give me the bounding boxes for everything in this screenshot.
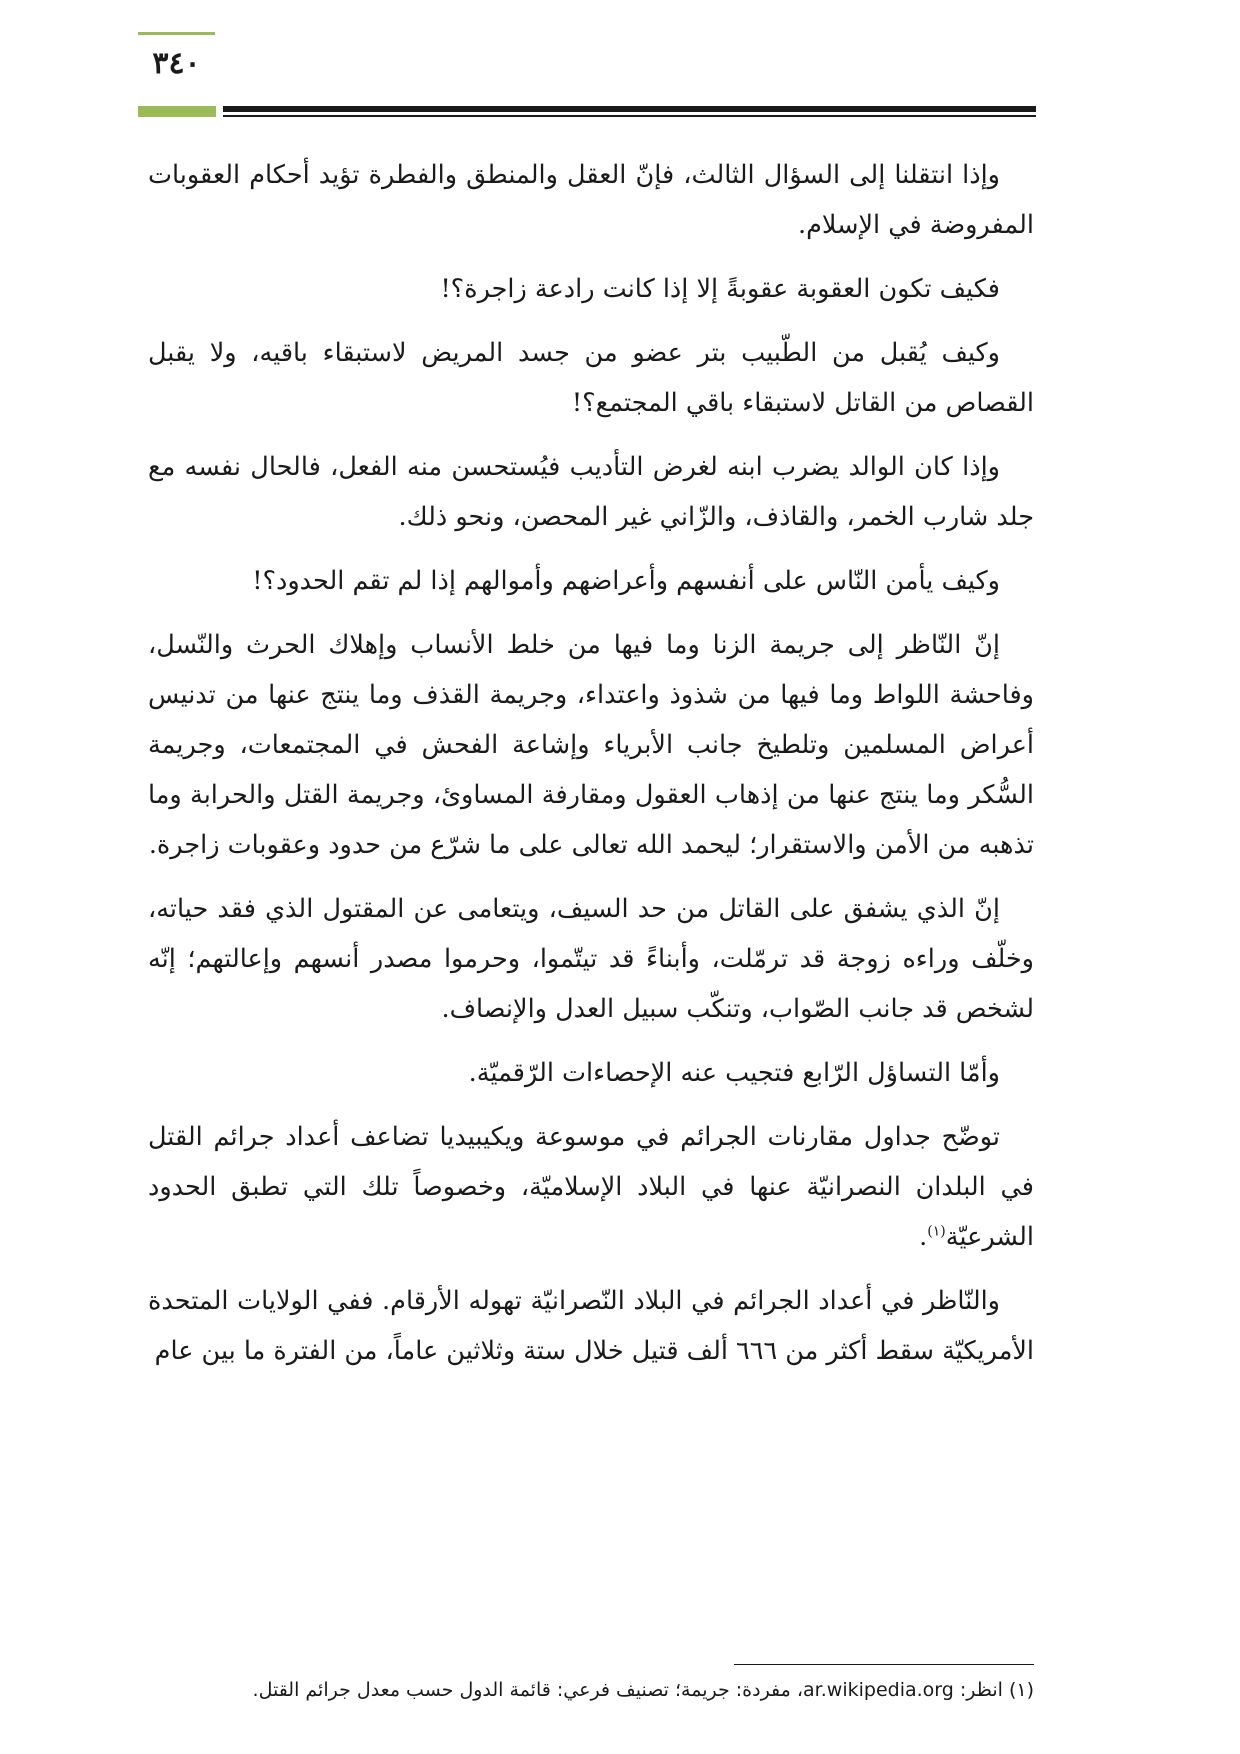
paragraph: وكيف يأمن النّاس على أنفسهم وأعراضهم وأموالهم إذا لم تقم الحدود؟! xyxy=(252,566,1000,596)
paragraph: فكيف تكون العقوبة عقوبةً إلا إذا كانت رادعة زاجرة؟! xyxy=(440,274,1000,304)
paragraph: إنّ النّاظر إلى جريمة الزنا وما فيها من خلط الأنساب وإهلاك الحرث والنّسل، وفاحشة اللواط وما فيها من شذوذ واعتداء، وجريمة القذف وما ينتج عنها من تدنيس أعراض المسلمين وتلطيخ جانب الأبرياء وإشاعة الفحش في المجتمعات، وجريمة السُّكر وما ينتج عنها من إذهاب العقول ومقارفة المساوئ، وجريمة القتل والحرابة وما تذهبه من الأمن والاستقرار؛ ليحمد الله تعالى على ما شرّع من حدود وعقوبات زاجرة. xyxy=(148,630,1034,860)
page-number: ٣٤٠ xyxy=(152,46,201,81)
header-accent-bar xyxy=(138,106,216,117)
header-rule xyxy=(223,106,1036,112)
paragraph: إنّ الذي يشفق على القاتل من حد السيف، ويتعامى عن المقتول الذي فقد حياته، وخلّف وراءه زوجة قد ترمّلت، وأبناءً قد تيتّموا، وحرموا مصدر أنسهم وإعالتهم؛ إنّه لشخص قد جانب الصّواب، وتنكّب سبيل العدل والإنصاف. xyxy=(148,894,1034,1024)
body-text xyxy=(148,150,1034,1390)
header-rule-thin xyxy=(223,115,1036,117)
paragraph: وإذا انتقلنا إلى السؤال الثالث، فإنّ العقل والمنطق والفطرة تؤيد أحكام العقوبات المفروضة في الإسلام. xyxy=(148,160,1034,240)
paragraph: والنّاظر في أعداد الجرائم في البلاد النّصرانيّة تهوله الأرقام. ففي الولايات المتحدة الأمريكيّة سقط أكثر من ٦٦٦ ألف قتيل خلال ستة وثلاثين عاماً، من الفترة ما بين عام xyxy=(148,1286,1034,1366)
paragraph: وأمّا التساؤل الرّابع فتجيب عنه الإحصاءات الرّقميّة. xyxy=(468,1058,1000,1088)
paragraph: وكيف يُقبل من الطّبيب بتر عضو من جسد المريض لاستبقاء باقيه، ولا يقبل القصاص من القاتل لاستبقاء باقي المجتمع؟! xyxy=(148,338,1034,418)
paragraph: وإذا كان الوالد يضرب ابنه لغرض التأديب فيُستحسن منه الفعل، فالحال نفسه مع جلد شارب الخمر، والقاذف، والزّاني غير المحصن، ونحو ذلك. xyxy=(148,452,1034,532)
header-accent-line xyxy=(138,32,215,35)
paragraph: توضّح جداول مقارنات الجرائم في موسوعة ويكيبيديا تضاعف أعداد جرائم القتل في البلدان النصرانيّة عنها في البلاد الإسلاميّة، وخصوصاً تلك التي تطبق الحدود الشرعيّة$^{(١)}$. xyxy=(148,1122,1034,1252)
footnote-reference[interactable]: (١) xyxy=(927,1223,946,1240)
footnote-separator xyxy=(734,1664,1034,1665)
footnote: (١) انظر: ar.wikipedia.org، مفردة: جريمة؛ تصنيف فرعي: قائمة الدول حسب معدل جرائم القتل. xyxy=(252,1679,1034,1701)
